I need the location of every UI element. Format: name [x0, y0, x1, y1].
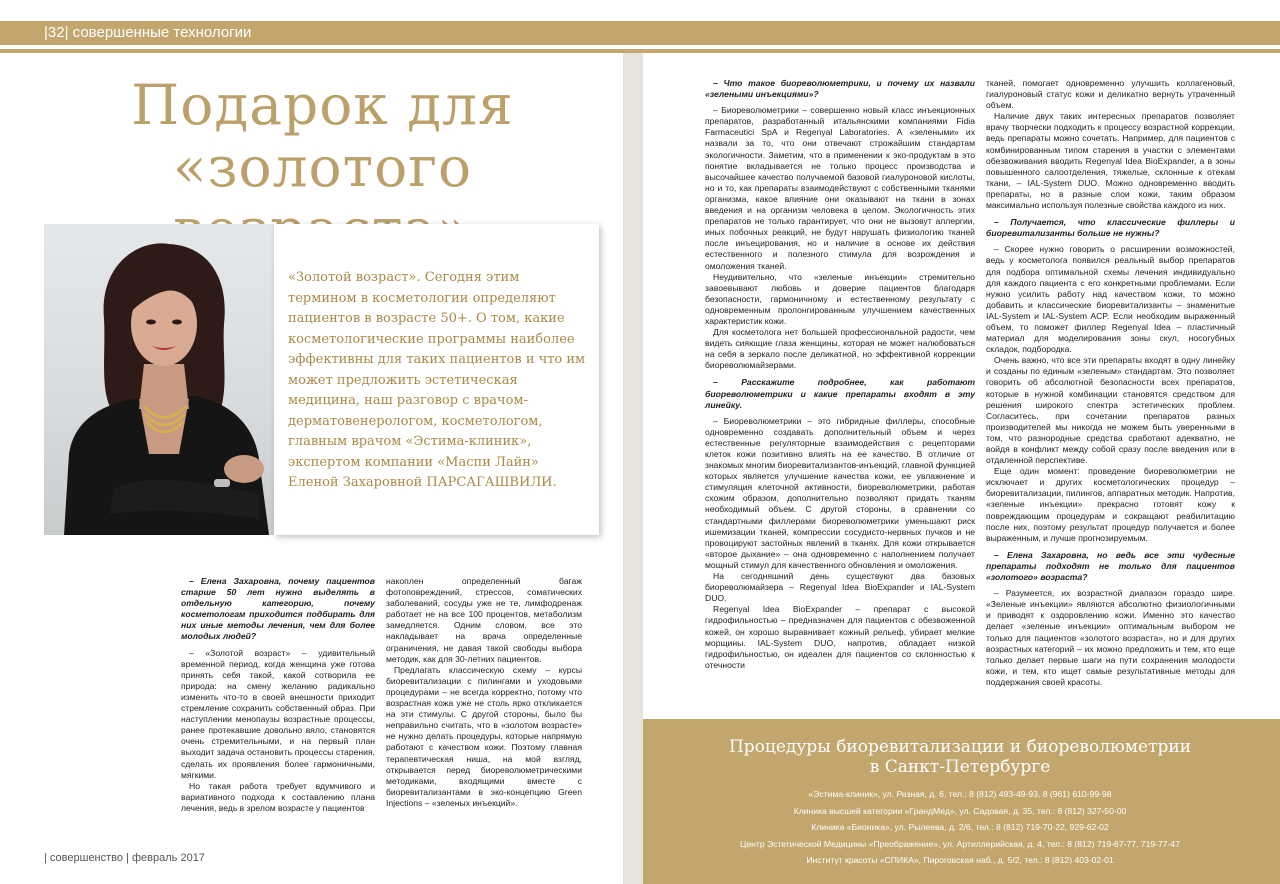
question: – Елена Захаровна, почему пациентов старше 50 лет нужно выделять в отдельную категорию, почему косметологам приходится подбирать для них иные методы лечения, чем для более молодых людей? [181, 576, 375, 642]
paragraph: накоплен определенный багаж фотоповреждений, стрессов, соматических заболеваний, сосуды уже не те, лимфодренаж работает не на все 100 процентов, метаболизм замедляется. Одним словом, все это накладывает на врача определенные ограничения, не давая такой свободы выбора методик, как для 30-летних пациентов. [386, 576, 582, 664]
question: – Расскажите подробнее, как работают биореволюметрики и какие препараты входят в эту линейку. [705, 377, 975, 410]
paragraph: – «Золотой возраст» – удивительный временной период, когда женщина уже готова принять себя такой, какой сотворила ее природа: на смену желанию радикально изменить что-то в своей внешности приходит стремление сохранить собственный образ. При наступлении менопаузы возрастные процессы, ранее протекавшие довольно вяло, становятся очень стремительными, и на первый план выходит задача остановить процессы старения, сделать их проявления более гармоничными, мягкими. [181, 647, 375, 780]
paragraph: На сегодняшний день существуют два базовых биореволюмайзера – Regenyal Idea BioExpander и IAL-System DUO. [705, 571, 975, 604]
clinics-title-line-1: Процедуры биоревитализации и биореволюметрии [728, 737, 1192, 757]
paragraph: Для косметолога нет большей профессиональной радости, чем видеть сияющие глаза женщины, которая не может налюбоваться на себя в зеркало после деликатной, но эффективной коррекции биореволюмайзерами. [705, 327, 975, 371]
question: – Что такое биореволюметрики, и почему их назвали «зелеными инъекциями»? [705, 78, 975, 100]
column-3 [705, 78, 975, 671]
title-line-1: Подарок для [131, 73, 514, 137]
paragraph: Еще один момент: проведение биореволюметрии не исключает и других косметологических процедур – биоревитализации, пилингов, аппаратных методик. Напротив, «зеленые инъекции» прекрасно готовят кожу к повреждающим процедурам и сокращают реабилитацию после них, поэтому результат процедур получается и более выраженным, и лучше прогнозируемым. [986, 466, 1235, 543]
page-gutter [623, 53, 643, 884]
question: – Получается, что классические филлеры и биоревитализанты больше не нужны? [986, 217, 1235, 239]
paragraph: Но такая работа требует вдумчивого и вариативного подхода к составлению плана лечения, ведь в зрелом возрасте у пациентов [181, 780, 375, 813]
clinic-line: Центр Эстетической Медицины «Преображение», ул. Артиллерийская, д. 4, тел.: 8 (812) 719-67-77, 719-77-47 [740, 838, 1180, 849]
intro-lead: «Золотой возраст». Сегодня этим термином в косметологии определяют пациентов в возрасте 50+. О том, какие косметологические программы наиболее эффективны для таких пациентов и что им может предложить эстетическая медицина, наш разговор с врачом-дерматовенерологом, косметологом, главным врачом «Эстима-клиник», экспертом компании «Маспи Лайн» Еленой Захаровной ПАРСАГАШВИЛИ. [288, 270, 586, 490]
column-4 [986, 78, 1235, 688]
title-line-2: «золотого [172, 135, 473, 199]
paragraph: – Биореволюметрики – это гибридные филлеры, способные одновременно создавать дополнительный объем и через естественные регуляторные взаимодействия с рецепторами клеток кожи позитивно влиять на ее качество. В отличие от знакомых многим биоревитализантов-инъекций, главной функцией которых является улучшение качества кожи, ее увлажнение и стимуляция клеточной активности, биореволюметрики, работая схожим образом, дополнительно позволяют придать тканям необходимый объем. С другой стороны, в сравнении со стандартными филлерами биореволюметрики уменьшают риск ишемизации тканей, компрессии сосудисто-нервных пучков и не провоцируют застойных явлений в тканях. Для кожи открывается «второе дыхание» – она одновременно с наполнением получает мощный стимул для качественного обновления и омоложения. [705, 415, 975, 570]
section-title: совершенные технологии [72, 24, 252, 41]
portrait-illustration [44, 224, 274, 535]
clinic-line: Клиника «Бионика», ул. Рылеева, д. 2/6, тел.: 8 (812) 719-70-22, 929-62-02 [811, 822, 1109, 832]
issue-date: февраль 2017 [132, 852, 205, 864]
paragraph: Очень важно, что все эти препараты входят в одну линейку и созданы по единым «зеленым» стандартам. Это позволяет говорить об абсолютной безопасности всех препаратов, которые в нужной комбинации становятся средством для решения широкого спектра эстетических проблем. Согласитесь, при сочетании препаратов разных производителей мы никогда не можем быть уверенными в том, что разнородные средства сработают адекватно, не войдя в конфликт между собой сразу после введения или в отдаленной перспективе. [986, 355, 1235, 466]
portrait-photo [44, 224, 274, 535]
paragraph: Regenyal Idea BioExpander – препарат с высокой гидрофильностью – предназначен для пациентов с обезвоженной кожей, он хорошо выравнивает кожный рельеф, убирает мелкие морщины. IAL-System DUO, напротив, обладает низкой гидрофильностью, он идеален для пациентов со склонностью к отечности [705, 604, 975, 670]
clinic-line: «Эстима-клиник», ул. Резная, д. 6, тел.: 8 (812) 493-49-93, 8 (961) 610-99-98 [808, 789, 1112, 799]
clinic-line: Институт красоты «СПИКА», Пироговская наб., д. 5/2, тел.: 8 (812) 403-02-01 [806, 855, 1114, 865]
page-number: 32 [47, 24, 65, 41]
paragraph: – Разумеется, их возрастной диапазон гораздо шире. «Зеленые инъекции» являются абсолютно физиологичными и приводят к оздоровлению кожи. Именно это качество делает «зеленые инъекции» оптимальным выбором не только для пациентов «золотого возраста», но и для других возрастных категорий – их можно предложить и тем, кто еще только делает первые шаги на пути сохранения молодости кожи, и тем, кто ищет самые результативные методы для поддержания своей красоты. [986, 588, 1235, 687]
paragraph: Наличие двух таких интересных препаратов позволяет врачу творчески подходить к процессу возрастной коррекции, ведь препараты можно сочетать. Например, для пациентов с комбинированным типом старения в участки с элементами обезвоживания вводить Regenyal Idea BioExpander, а в зоны повышенного салоотделения, тяжелые, склонные к отекам ткани, – IAL-System DUO. Можно одновременно вводить препараты, но в разные слои кожи, таким образом максимально используя полезные свойства каждого из них. [986, 111, 1235, 211]
magazine-name: совершенство [49, 852, 124, 864]
header-text: |32| совершенные технологии [44, 24, 252, 41]
paragraph: – Скорее нужно говорить о расширении возможностей, ведь у косметолога появился реальный выбор препаратов для подбора оптимальной схемы лечения индивидуально для каждого пациента с его конкретными проблемами. Если нужно усилить работу над качеством кожи, то можно добавить и классические биоревитализанты – знаменитые IAL-System и IAL-System ACP. Если необходим выраженный объем, то поможет филлер Regenyal Idea – пластичный материал для моделирования зоны скул, носогубных складок, подбородка. [986, 244, 1235, 355]
clinics-list [660, 786, 1260, 869]
clinic-line: Клиника высшей категории «ГрандМед», ул. Садовая, д. 35, тел.: 8 (812) 327-50-00 [793, 805, 1127, 816]
paragraph: – Биореволюметрики – совершенно новый класс инъекционных препаратов, разработанный итальянскими компаниями Fidia Farmaceutici SpA и Regenyal Laboratories. А «зелеными» их назвали за то, что они отвечают строжайшим стандартам экологичности. Заметим, что в применении к эко-продуктам в это понятие вкладывается не только процесс производства и высочайшее качество получаемой базовой гиалуроновой кислоты, но и то, как препараты взаимодействуют с собственными тканями организма, какое влияние они оказывают на ткани в зонах введения и на организм человека в целом. Экологичность этих препаратов не только гарантирует, что они не вызовут аллергии, иных побочных реакций, не будут нарушать физиологию тканей после инъецирования, но и наличие в основе их действия естественного и полезного стимула для возрождения и омоложения тканей. [705, 105, 975, 271]
column-1 [181, 576, 375, 814]
paragraph: тканей, помогает одновременно улучшить коллагеновый, гиалуроновый статус кожи и деликатно вернуть утраченный объем. [986, 78, 1235, 111]
page-footer: | совершенство | февраль 2017 [44, 852, 205, 864]
clinics-title-line-2: в Санкт-Петербурге [869, 757, 1051, 777]
clinics-title [660, 737, 1260, 777]
paragraph: Предлагать классическую схему – курсы биоревитализации с пилингами и уходовыми процедурами – не всегда корректно, потому что возрастная кожа уже не столь ярко откликается на эти стимулы. С другой стороны, было бы неправильно считать, что в «золотом возрасте» не нужно делать процедуры, которые напрямую работают с качеством кожи. Поэтому главная терапевтическая ниша, на мой взгляд, открывается перед биореволюметрическими методиками, входящими вместе с биоревитализантами в эко-концепцию Green Injections – «зеленых инъекций». [386, 664, 582, 808]
question: – Елена Захаровна, но ведь все эти чудесные препараты подходят не только для пациентов «золотого» возраста? [986, 549, 1235, 583]
paragraph: Неудивительно, что «зеленые инъекции» стремительно завоевывают любовь и доверие пациентов благодаря безопасности, гармоничному и естественному результату с одновременным пролонгированным улучшением качественных характеристик кожи. [705, 271, 975, 326]
column-2 [386, 576, 582, 809]
